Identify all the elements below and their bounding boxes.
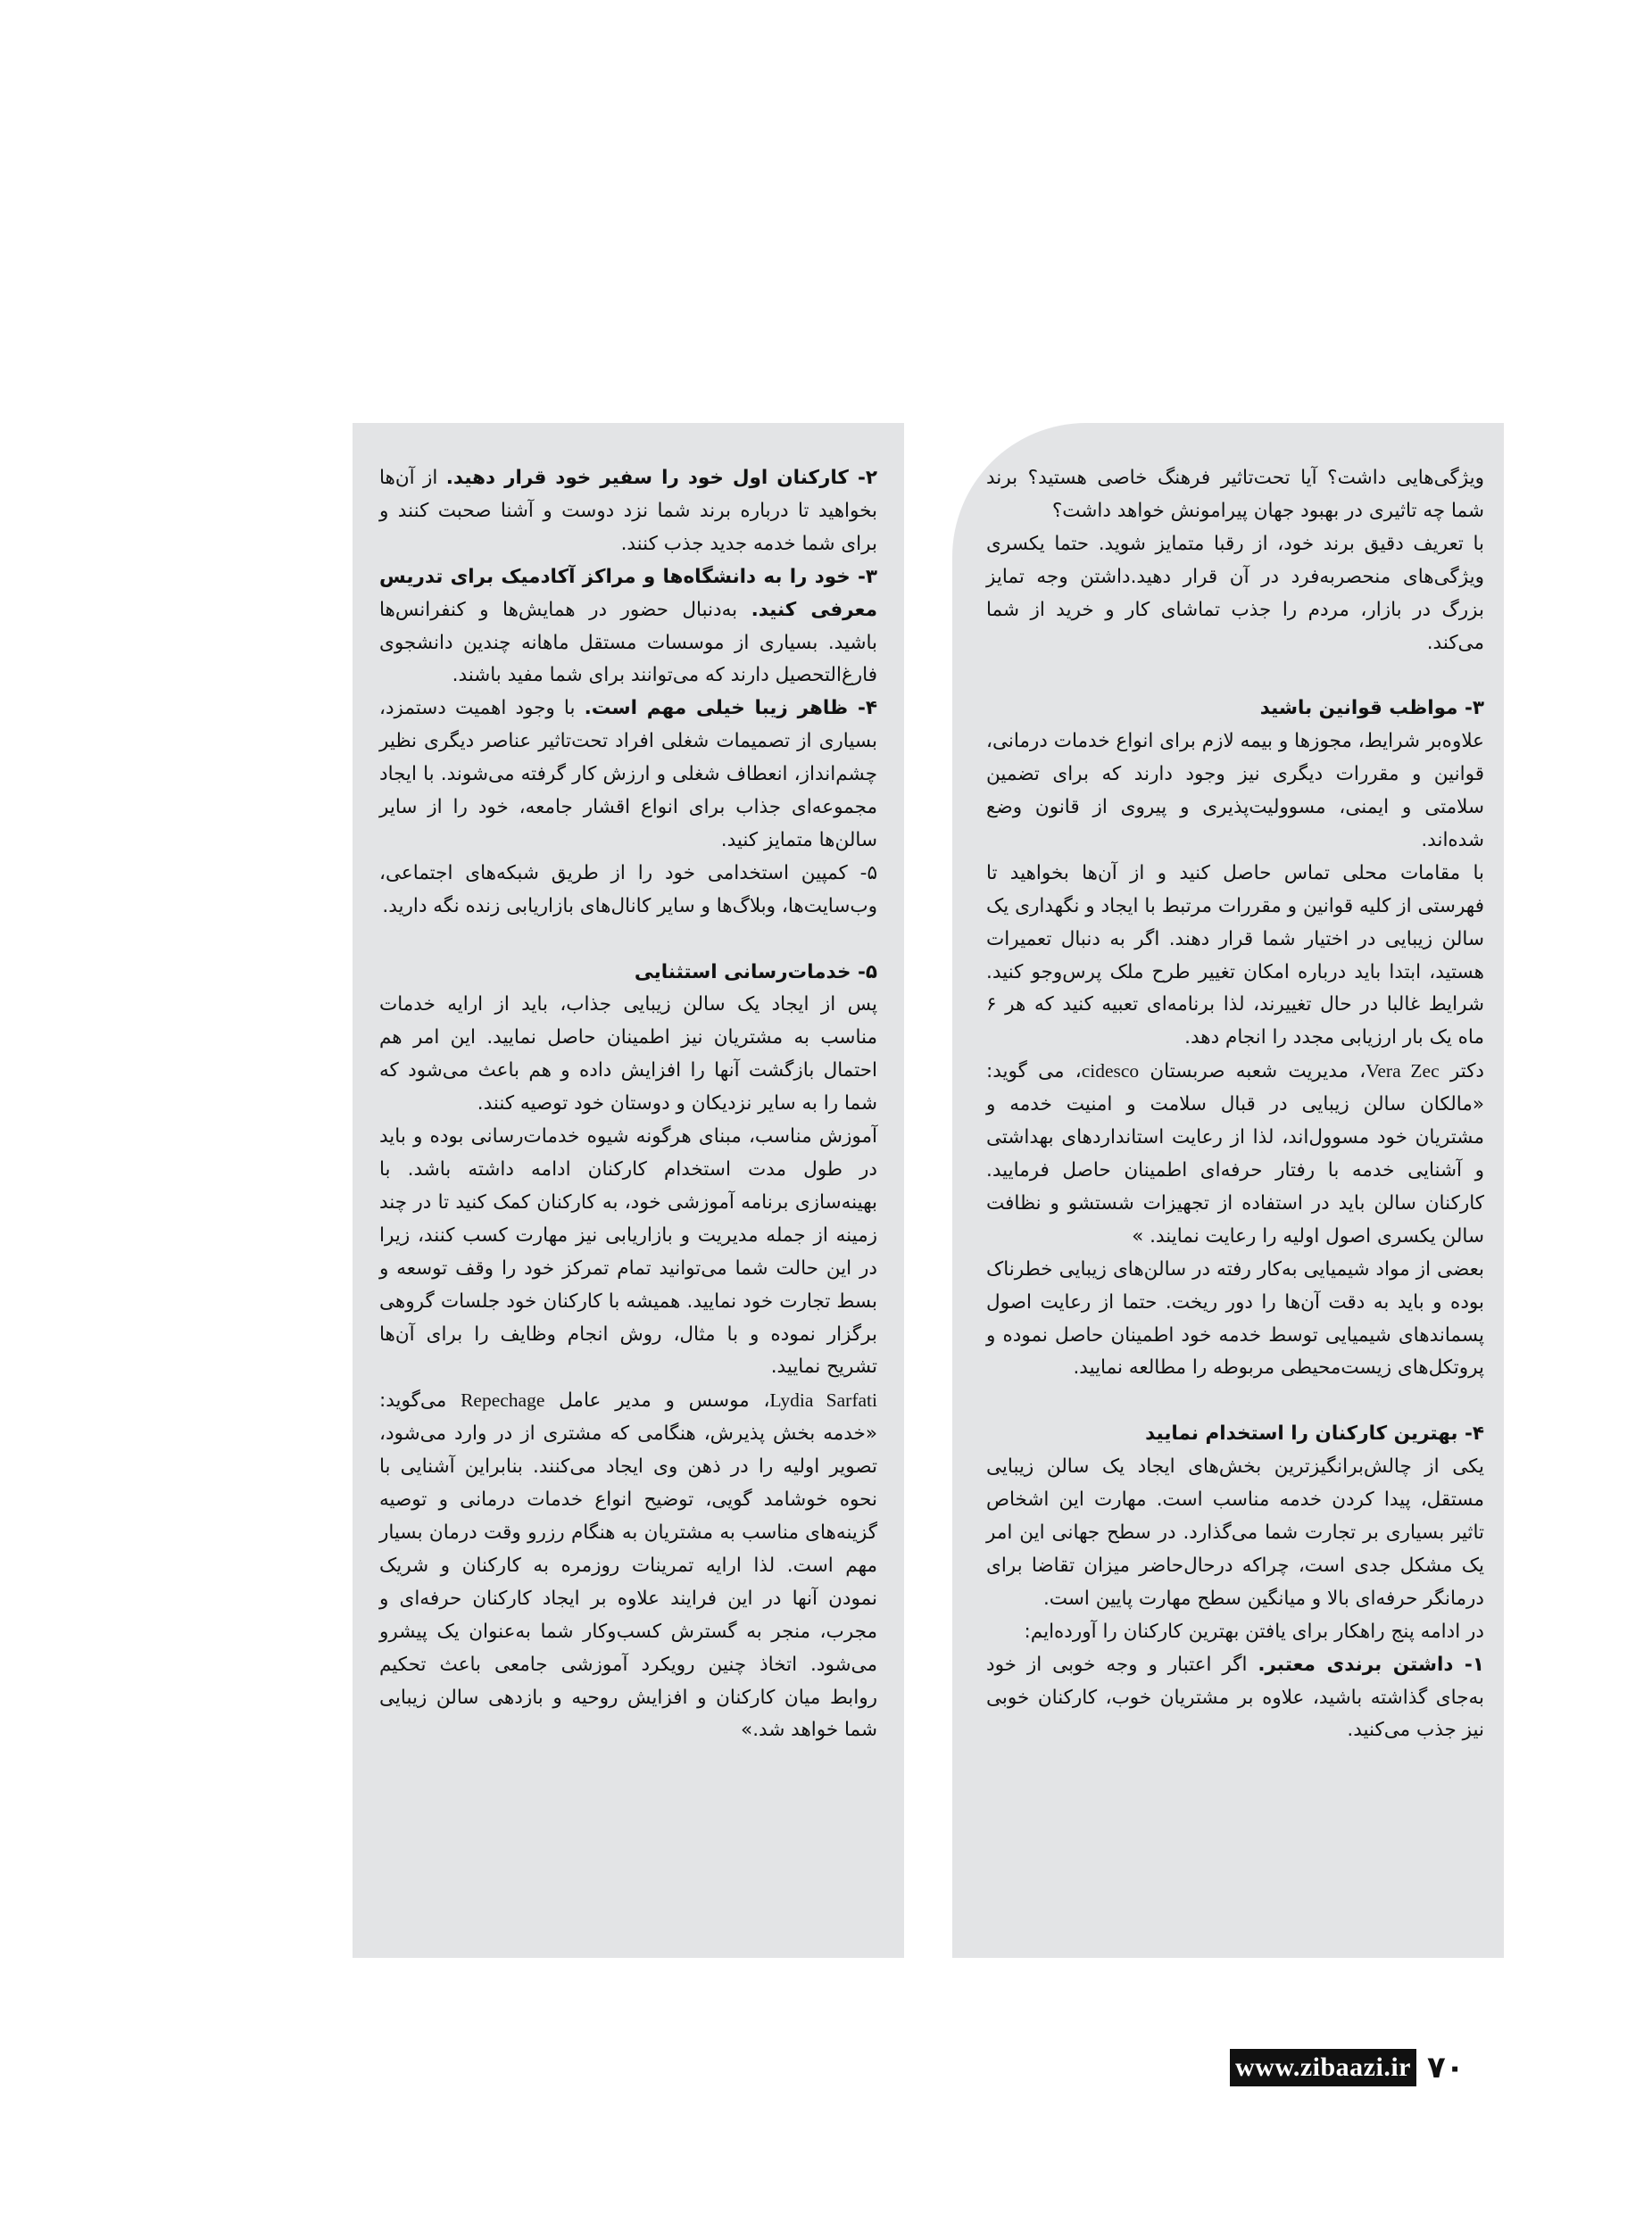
article-column-right [952, 423, 1504, 1958]
paragraph-gap [986, 659, 1484, 692]
list-item-title: ۱- داشتن برندی معتبر. [1258, 1653, 1484, 1676]
paragraph: یکی از چالش‌برانگیزترین بخش‌های ایجاد یک سالن زیبایی مستقل، پیدا کردن خدمه مناسب است. مهارت این اشخاص تاثیر بسیاری بر تجارت شما می‌گذارد. در سطح جهانی این امر یک مشکل جدی است، چراکه درحال‌حاضر میزان تقاضا برای درمانگر حرفه‌ای بالا و میانگین سطح مهارت پایین است. [986, 1455, 1484, 1610]
page-footer [1230, 2047, 1465, 2088]
list-item-text: به‌دنبال حضور در همایش‌ها و کنفرانس‌ها باشید. بسیاری از موسسات مستقل ماهانه چندین دانشجوی فارغ‌التحصیل دارند که می‌توانند برای شما مفید باشند. [379, 598, 877, 687]
section-heading-5: ۵- خدمات‌رسانی استثنایی [634, 960, 877, 983]
text-run: می‌گوید: «خدمه بخش پذیرش، هنگامی که مشتری از در وارد می‌شود، تصویر اولیه را در ذهن وی ایجاد می‌کنند. بنابراین آشنایی با نحوه خوشامد گویی، توضیح انواع خدمات درمانی و توصیه گزینه‌های مناسب به مشتریان به هنگام رزرو وقت درمان بسیار مهم است. لذا ارایه تمرینات روزمره به کارکنان و شریک نمودن آنها در این فرایند علاوه بر ایجاد کارکنان حرفه‌ای و مجرب، منجر به گسترش کسب‌وکار شما به‌عنوان یک پیشرو می‌شود. اتخاذ چنین رویکرد آموزشی جامعی باعث تحکیم روابط میان کارکنان و افزایش روحیه و بازدهی سالن زیبایی شما خواهد شد.» [379, 1389, 877, 1742]
person-name: Lydia Sarfati [769, 1389, 877, 1412]
section-heading-4: ۴- بهترین کارکنان را استخدام نمایید [1145, 1422, 1484, 1446]
text-run: دکتر [1439, 1060, 1485, 1083]
organization-name: cidesco [1081, 1060, 1140, 1082]
paragraph: ویژگی‌هایی داشت؟ آیا تحت‌تاثیر فرهنگ خاصی هستید؟ برند شما چه تاثیری در بهبود جهان پیرامونش خواهد داشت؟ [986, 467, 1484, 522]
quote-paragraph [986, 1055, 1484, 1253]
list-item-title: ۳- خود را به دانشگاه‌ها و مراکز آکادمیک برای تدریس معرفی کنید. [379, 565, 878, 621]
list-item-text: اگر اعتبار و وجه خوبی از خود به‌جای گذاشته باشید، علاوه بر مشتریان خوب، کارکنان خوبی نیز جذب می‌کنید. [986, 1653, 1484, 1742]
list-item [986, 1649, 1484, 1748]
paragraph: پس از ایجاد یک سالن زیبایی جذاب، باید از ارایه خدمات مناسب به مشتریان نیز اطمینان حاصل نمایید. این امر هم احتمال بازگشت آنها را افزایش داده و هم باعث می‌شود که شما را به سایر نزدیکان و دوستان خود توصیه کنند. [379, 993, 877, 1115]
list-item-text: از آن‌ها بخواهید تا درباره برند شما نزد دوست و آشنا صحبت کنند و برای شما خدمه جدید جذب کنند. [379, 467, 877, 555]
paragraph-gap [986, 1385, 1484, 1418]
paragraph: علاوه‌بر شرایط، مجوزها و بیمه لازم برای انواع خدمات درمانی، قوانین و مقررات دیگری نیز وجود دارند که برای تضمین سلامتی و ایمنی، مسوولیت‌پذیری و پیروی از قانون وضع شده‌اند. [986, 730, 1484, 851]
paragraph: آموزش مناسب، مبنای هرگونه شیوه خدمات‌رسانی بوده و باید در طول مدت استخدام کارکنان ادامه داشته باشد. با بهینه‌سازی برنامه آموزشی خود، به کارکنان کمک کنید تا در چند زمینه از جمله مدیریت و بازاریابی نیز مهارت کسب کنند، زیرا در این حالت شما می‌توانید تمام تمرکز خود را وقف توسعه و بسط تجارت خود نمایید. همیشه با کارکنان خود جلسات گروهی برگزار نموده و با مثال، روش انجام وظایف را برای آن‌ها تشریح نمایید. [379, 1125, 877, 1379]
list-item-text: با وجود اهمیت دستمزد، بسیاری از تصمیمات شغلی افراد تحت‌تاثیر عناصر دیگری نظیر چشم‌انداز، انعطاف شغلی و ارزش کار گرفته می‌شوند. با ایجاد مجموعه‌ای جذاب برای انواع اقشار جامعه، خود را از سایر سالن‌ها متمایز کنید. [379, 697, 877, 851]
website-url[interactable]: www.zibaazi.ir [1230, 2049, 1416, 2086]
list-item-title: ۴- ظاهر زیبا خیلی مهم است. [584, 697, 878, 720]
organization-name: Repechage [461, 1389, 545, 1412]
text-run: ، می گوید: «مالکان سالن زیبایی در قبال سلامت و امنیت خدمه و مشتریان خود مسوول‌اند، لذا از رعایت استانداردهای بهداشتی و آشنایی خدمه با رفتار حرفه‌ای اطمینان حاصل فرمایید. کارکنان سالن باید در استفاده از تجهیزات شستشو و نظافت سالن یکسری اصول اولیه را رعایت نمایند. » [986, 1060, 1484, 1248]
person-name: Vera Zec [1366, 1060, 1440, 1082]
list-item [379, 692, 877, 858]
page-number: ۷۰ [1426, 2050, 1465, 2085]
list-item [379, 561, 877, 693]
paragraph-gap [379, 924, 877, 957]
paragraph: با تعریف دقیق برند خود، از رقبا متمایز شوید. حتما یکسری ویژگی‌های منحصربه‌فرد در آن قرار دهید.داشتن وجه تمایز بزرگ در بازار، مردم را جذب تماشای کار و خرید از شما می‌کند. [986, 532, 1484, 654]
paragraph: بعضی از مواد شیمیایی به‌کار رفته در سالن‌های زیبایی خطرناک بوده و باید به دقت آن‌ها را دور ریخت. حتما از رعایت اصول پسماندهای شیمیایی توسط خدمه خود اطمینان حاصل نموده و پروتکل‌های زیست‌محیطی مربوطه را مطالعه نمایید. [986, 1257, 1484, 1380]
paragraph: در ادامه پنج راهکار برای یافتن بهترین کارکنان را آورده‌ایم: [1024, 1620, 1484, 1643]
article-column-left [353, 423, 904, 1958]
list-item-title: ۲- کارکنان اول خود را سفیر خود قرار دهید. [445, 467, 877, 489]
text-run: ، مدیریت شعبه صربستان [1139, 1060, 1366, 1083]
list-item [379, 462, 877, 561]
section-heading-3: ۳- مواظب قوانین باشید [1259, 697, 1484, 720]
quote-paragraph [379, 1384, 877, 1747]
text-run: ، موسس و مدیر عامل [544, 1389, 770, 1413]
paragraph: با مقامات محلی تماس حاصل کنید و از آن‌ها بخواهید تا فهرستی از کلیه قوانین و مقررات مرتبط با ایجاد و نگهداری یک سالن زیبایی در اختیار شما قرار دهند. اگر به دنبال تعمیرات هستید، ابتدا باید درباره امکان تغییر طرح ملک پرس‌وجو کنید. شرایط غالبا در حال تغییرند، لذا برنامه‌ای تعبیه کنید که هر ۶ ماه یک بار ارزیابی مجدد را انجام دهد. [986, 861, 1484, 1049]
list-item: ۵- کمپین استخدامی خود را از طریق شبکه‌های اجتماعی، وب‌سایت‌ها، وبلاگ‌ها و سایر کانال‌های بازاریابی زنده نگه دارید. [379, 861, 877, 917]
